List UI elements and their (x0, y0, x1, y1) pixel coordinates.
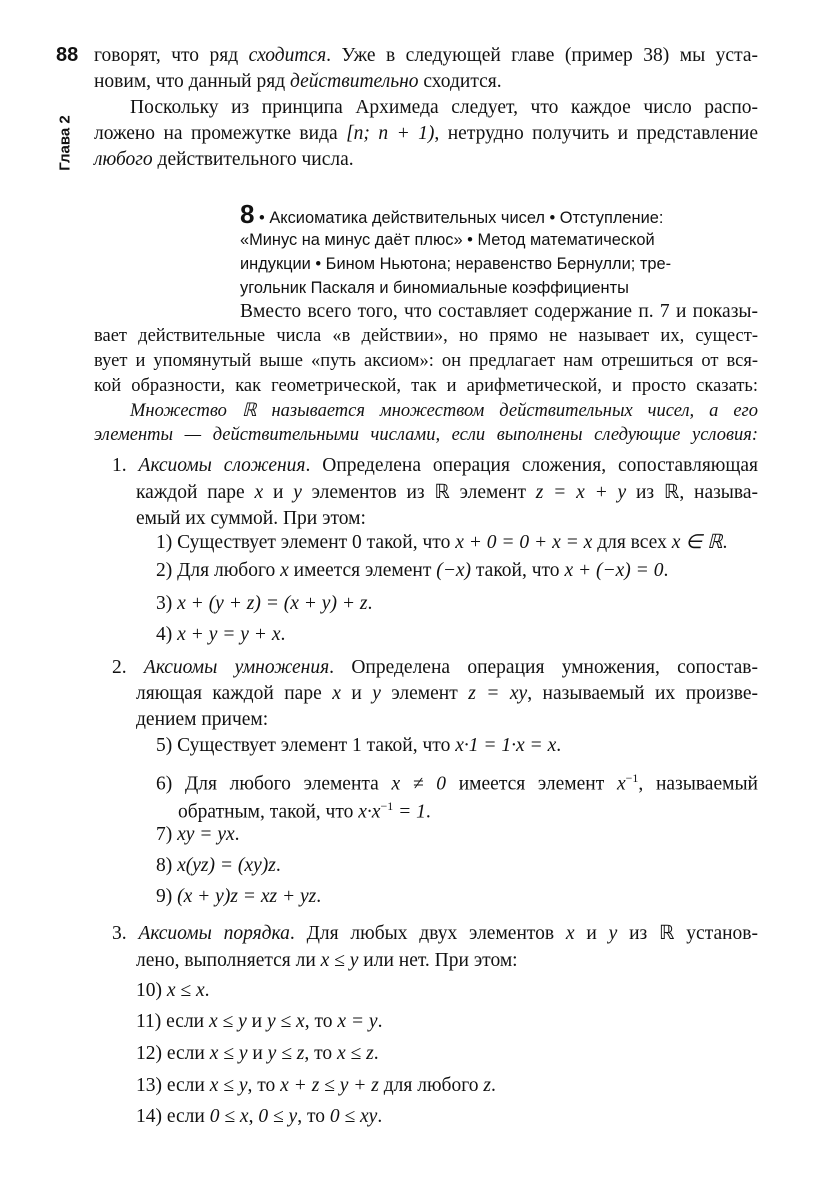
intro-paragraph-2-line-1: Поскольку из принципа Архимеда следует, что каждое число распо- (130, 97, 758, 118)
axiom-8: 8) x(yz) = (xy)z. (156, 855, 281, 876)
axiom-group-multiplication-line-2: ляющая каждой паре x и y элемент z = xy, называемый их произве- (136, 683, 759, 704)
page-number: 88 (56, 44, 79, 66)
body-line-2: вает действительные числа «в действии», но прямо не называет их, сущест- (94, 326, 758, 346)
axiom-11: 11) если x ≤ y и y ≤ x, то x = y. (136, 1011, 383, 1032)
body-line-3: вует и упомянутый выше «путь аксиом»: он предлагает нам отрешиться от вся- (94, 351, 758, 371)
intro-line-1: говорят, что ряд сходится. Уже в следующей главе (пример 38) мы уста- (94, 45, 758, 66)
axiom-group-order-line-2: лено, выполняется ли x ≤ y или нет. При этом: (136, 950, 518, 971)
body-line-1: Вместо всего того, что составляет содержание п. 7 и показы- (240, 301, 758, 322)
axiom-group-multiplication-line-3: дением причем: (136, 709, 269, 730)
axiom-group-addition-line-1: 1. Аксиомы сложения. Определена операция сложения, сопоставляющая (112, 455, 759, 476)
axiom-5: 5) Существует элемент 1 такой, что x·1 = 1·x = x. (156, 735, 562, 756)
section-heading-line-3: индукции • Бином Ньютона; неравенство Бернулли; тре- (240, 255, 672, 273)
axiom-group-addition-line-3: емый их суммой. При этом: (136, 508, 366, 529)
definition-line-1: Множество ℝ называется множеством действительных чисел, а его (130, 401, 758, 421)
axiom-7: 7) xy = yx. (156, 824, 240, 845)
definition-line-2: элементы — действительными числами, если выполнены следующие условия: (94, 425, 758, 445)
section-heading-line-4: угольник Паскаля и биномиальные коэффициенты (240, 279, 629, 297)
axiom-10: 10) x ≤ x. (136, 980, 210, 1001)
intro-line-2: новим, что данный ряд действительно сходится. (94, 71, 502, 92)
body-line-4: кой образности, как геометрической, так и арифметической, и просто сказать: (94, 376, 758, 396)
chapter-label-text: Глава 2 (56, 115, 74, 171)
axiom-group-addition-line-2: каждой паре x и y элементов из ℝ элемент z = x + y из ℝ, называ- (136, 482, 759, 503)
axiom-6-line-1: 6) Для любого элемента x ≠ 0 имеется элемент $x^{-1}$, называемый (156, 771, 758, 795)
axiom-14: 14) если 0 ≤ x, 0 ≤ y, то 0 ≤ xy. (136, 1106, 383, 1127)
axiom-group-order-line-1: 3. Аксиомы порядка. Для любых двух элементов x и y из ℝ установ- (112, 923, 759, 944)
axiom-2: 2) Для любого x имеется элемент (−x) такой, что x + (−x) = 0. (156, 560, 669, 581)
axiom-6-line-2: обратным, такой, что $x\cdot x^{-1} = 1$. (178, 799, 431, 823)
axiom-group-title: Аксиомы сложения (138, 455, 306, 476)
axiom-1: 1) Существует элемент 0 такой, что x + 0 = 0 + x = x для всех x ∈ ℝ. (156, 532, 728, 553)
axiom-4: 4) x + y = y + x. (156, 624, 286, 645)
chapter-label (50, 108, 80, 178)
intro-paragraph-2-line-3: любого действительного числа. (94, 149, 354, 170)
axiom-group-title: Аксиомы умножения (143, 657, 330, 678)
axiom-3: 3) x + (y + z) = (x + y) + z. (156, 593, 373, 614)
section-heading-line-1: 8 • Аксиоматика действительных чисел • Отступление: (240, 199, 664, 229)
section-number: 8 (240, 199, 255, 229)
axiom-9: 9) (x + y)z = xz + yz. (156, 886, 322, 907)
axiom-group-title: Аксиомы порядка (138, 923, 290, 944)
axiom-12: 12) если x ≤ y и y ≤ z, то x ≤ z. (136, 1043, 379, 1064)
intro-paragraph-2-line-2: ложено на промежутке вида [n; n + 1), нетрудно получить и представление (94, 123, 758, 144)
axiom-group-multiplication-line-1: 2. Аксиомы умножения. Определена операция умножения, сопостав- (112, 657, 758, 678)
axiom-13: 13) если x ≤ y, то x + z ≤ y + z для любого z. (136, 1075, 496, 1096)
section-heading-line-2: «Минус на минус даёт плюс» • Метод математической (240, 231, 655, 249)
